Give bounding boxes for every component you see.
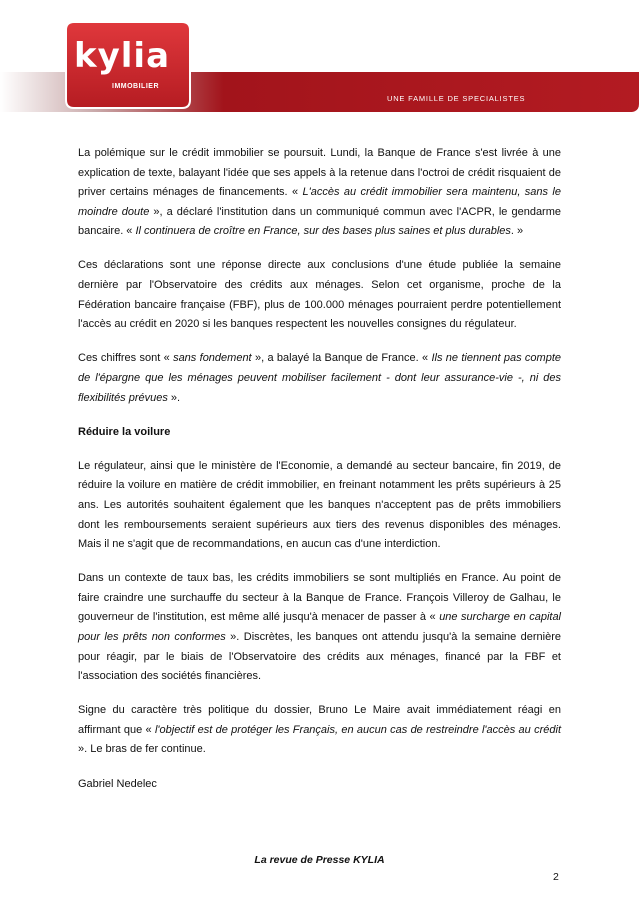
paragraph-2: Ces déclarations sont une réponse directe aux conclusions d'une étude publiée la semaine dernière par l'Observatoire des crédits aux ménages. Selon cet organisme, proche de la Fédération bancaire française (FBF), plus de 100.000 ménages pourraient perdre potentiellement l'accès au crédit en 2020 si les banques respectent les nouvelles consignes du régulateur. <box>78 259 561 331</box>
paragraph-3: Ces chiffres sont « sans fondement », a balayé la Banque de France. « Ils ne tiennent pas compte de l'épargne que les ménages peuvent mobiliser facilement - dont leur assurance-vie -, ni des flexibilités prévues ». <box>78 352 561 404</box>
paragraph-4: Le régulateur, ainsi que le ministère de l'Economie, a demandé au secteur bancaire, fin 2019, de réduire la voilure en matière de crédit immobilier, en freinant notamment les prêts supérieurs à 25 ans. Les autorités souhaitent également que les banques n'acceptent pas de prêts immobiliers dont les remboursements seraient supérieurs aux tiers des revenus disponibles des ménages. Mais il ne s'agit que de recommandations, en aucun cas d'une interdiction. <box>78 459 561 551</box>
logo-subtitle: IMMOBILIER <box>112 83 159 90</box>
author-signature: Gabriel Nedelec <box>78 777 157 790</box>
kylia-logo: kylia <box>74 36 171 76</box>
header-banner <box>0 0 639 118</box>
paragraph-1: La polémique sur le crédit immobilier se poursuit. Lundi, la Banque de France s'est livrée à une explication de texte, balayant l'idée que ses appels à la retenue dans l'octroi de crédit risquaient de priver certains ménages de financements. « L'accès au crédit immobilier sera maintenu, sans le moindre doute », a déclaré l'institution dans un communiqué commun avec l'ACPR, le gendarme bancaire. « Il continuera de croître en France, sur des bases plus saines et plus durables. » <box>78 147 562 238</box>
footer-title: La revue de Presse KYLIA <box>254 854 385 866</box>
paragraph-5: Dans un contexte de taux bas, les crédits immobiliers se sont multipliés en France. Au point de faire craindre une surchauffe du secteur à la Banque de France. François Villeroy de Galhau, le gouverneur de l'institution, est même allé jusqu'à menacer de passer à « une surcharge en capital pour les prêts non conformes ». Discrètes, les banques ont attendu jusqu'à la semaine dernière pour réagir, par le biais de l'Observatoire des crédits aux ménages, financé par la FBF et l'association des sociétés financières. <box>78 572 562 683</box>
paragraph-6: Signe du caractère très politique du dossier, Bruno Le Maire avait immédiatement réagi en affirmant que « l'objectif est de protéger les Français, en aucun cas de restreindre l'accès au crédit ». Le bras de fer continue. <box>78 704 561 756</box>
page-number: 2 <box>553 871 559 883</box>
header-tagline: UNE FAMILLE DE SPECIALISTES <box>387 94 526 103</box>
section-heading: Réduire la voilure <box>78 425 171 438</box>
article-body <box>78 144 561 809</box>
